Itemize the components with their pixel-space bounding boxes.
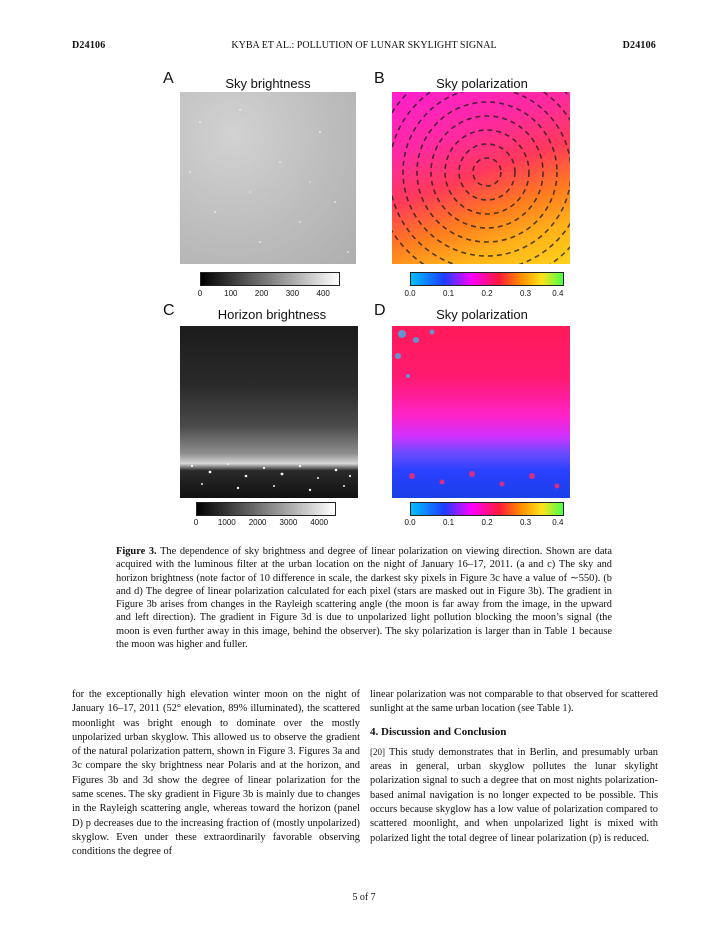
paragraph-text: This study demonstrates that in Berlin, and presumably urban areas in general, urban skyglow pollutes the lunar skylight polarization signal to such a degree that on most nights polarization-based animal navigation is no longer expected to be possible. This occurs because skyglow has a low value of polarization compared to scattered moonlight, and when unpolarized light is mixed with polarized light the total degree of linear polarization (p) is reduced. xyxy=(370,746,658,844)
tick-label: 0.3 xyxy=(519,289,532,298)
panel-b-colorbar xyxy=(410,272,564,286)
panel-d-colorbar xyxy=(410,502,564,516)
tick-label: 400 xyxy=(316,289,330,298)
panel-d-foreground xyxy=(392,326,570,498)
panel-c-title: Horizon brightness xyxy=(217,307,327,322)
panel-b-title: Sky polarization xyxy=(436,76,528,91)
panel-a-stars xyxy=(180,92,356,264)
panel-d-letter: D xyxy=(374,302,386,319)
tick-label: 0.2 xyxy=(481,289,493,298)
panel-d-sky-polarization-image xyxy=(392,326,570,498)
article-id-right: D24106 xyxy=(622,40,656,51)
panel-c-horizon-brightness-image xyxy=(180,326,358,498)
section-heading: 4. Discussion and Conclusion xyxy=(370,725,507,738)
tick-label: 200 xyxy=(254,289,269,298)
panel-a-ticks xyxy=(197,289,340,301)
tick-label: 0.2 xyxy=(481,518,493,527)
caption-text: The dependence of sky brightness and degree of linear polarization on viewing direction. Shown are data acquired with the luminous filter at the urban location on the night of January 16–17, 2011. (a and c) The sky and horizon brightness (note factor of 10 difference in scale, the darkest sky pixels in Figure 3c have a value of ∼550). (b and d) The degree of linear polarization calculated for each pixel (stars are masked out in Figure 3b). The gradient in Figure 3b arises from changes in the Rayleigh scattering angle (the moon is far away from the image, in the upward and left direction). The gradient in Figure 3d is due to unpolarized light pollution blocking the moon’s signal (the moon is even further away in this image, behind the observer). The sky polarization is larger than in Table 1 because the moon was higher and fuller. xyxy=(116,546,612,651)
panel-b-sky-polarization-image xyxy=(392,92,570,264)
tick-label: 0.4 xyxy=(552,518,564,527)
tick-label: 1000 xyxy=(217,518,236,527)
article-id-left: D24106 xyxy=(72,40,106,51)
running-title: KYBA ET AL.: POLLUTION OF LUNAR SKYLIGHT SIGNAL xyxy=(231,40,497,51)
tick-label: 0.0 xyxy=(404,289,416,298)
panel-c-city-lights xyxy=(180,326,358,498)
panel-c-letter: C xyxy=(163,302,175,319)
panel-b-polarization-vectors xyxy=(392,92,570,264)
panel-b-ticks xyxy=(404,289,564,301)
panel-b-letter: B xyxy=(374,70,385,87)
figure-caption xyxy=(116,545,612,651)
page-number: 5 of 7 xyxy=(352,892,376,903)
tick-label: 100 xyxy=(224,289,238,298)
tick-label: 0 xyxy=(193,518,199,527)
panel-d-title: Sky polarization xyxy=(436,307,528,322)
right-column xyxy=(370,688,658,846)
left-column xyxy=(72,688,360,860)
panel-a-letter: A xyxy=(163,70,174,87)
tick-label: 0 xyxy=(197,289,203,298)
panel-a-sky-brightness-image xyxy=(180,92,356,264)
discussion-paragraph xyxy=(370,745,658,846)
caption-label: Figure 3. xyxy=(116,546,157,557)
tick-label: 4000 xyxy=(310,518,329,527)
panel-c-colorbar xyxy=(196,502,336,516)
panel-c-ticks xyxy=(193,518,336,530)
panel-a-title: Sky brightness xyxy=(225,76,311,91)
tick-label: 300 xyxy=(285,289,300,298)
tick-label: 2000 xyxy=(248,518,267,527)
tick-label: 0.1 xyxy=(442,518,455,527)
panel-d-ticks xyxy=(404,518,564,530)
panel-a-colorbar xyxy=(200,272,340,286)
tick-label: 3000 xyxy=(279,518,298,527)
paragraph-number: [20] xyxy=(370,746,385,757)
right-column-intro: linear polarization was not comparable to that observed for scattered sunlight at the same urban location (see Table 1). xyxy=(370,689,658,715)
tick-label: 0.0 xyxy=(404,518,416,527)
tick-label: 0.3 xyxy=(519,518,532,527)
tick-label: 0.4 xyxy=(552,289,564,298)
tick-label: 0.1 xyxy=(442,289,455,298)
left-column-text: for the exceptionally high elevation winter moon on the night of January 16–17, 2011 (52° elevation, 89% illuminated), the scattered moonlight was bright enough to dominate over the mostly unpolarized urban skyglow. This allowed us to observe the gradient of the natural polarization pattern, shown in Figure 3. Figures 3a and 3c compare the sky brightness near Polaris and at the horizon, and Figures 3b and 3d show the degree of linear polarization for the same scenes. The sky gradient in Figure 3b is mainly due to changes in the Rayleigh scattering angle, whereas toward the horizon (panel D) p decreases due to the increasing fraction of (mostly unpolarized) skyglow. Even under these extraordinarily favorable observing conditions the degree of xyxy=(72,689,360,858)
